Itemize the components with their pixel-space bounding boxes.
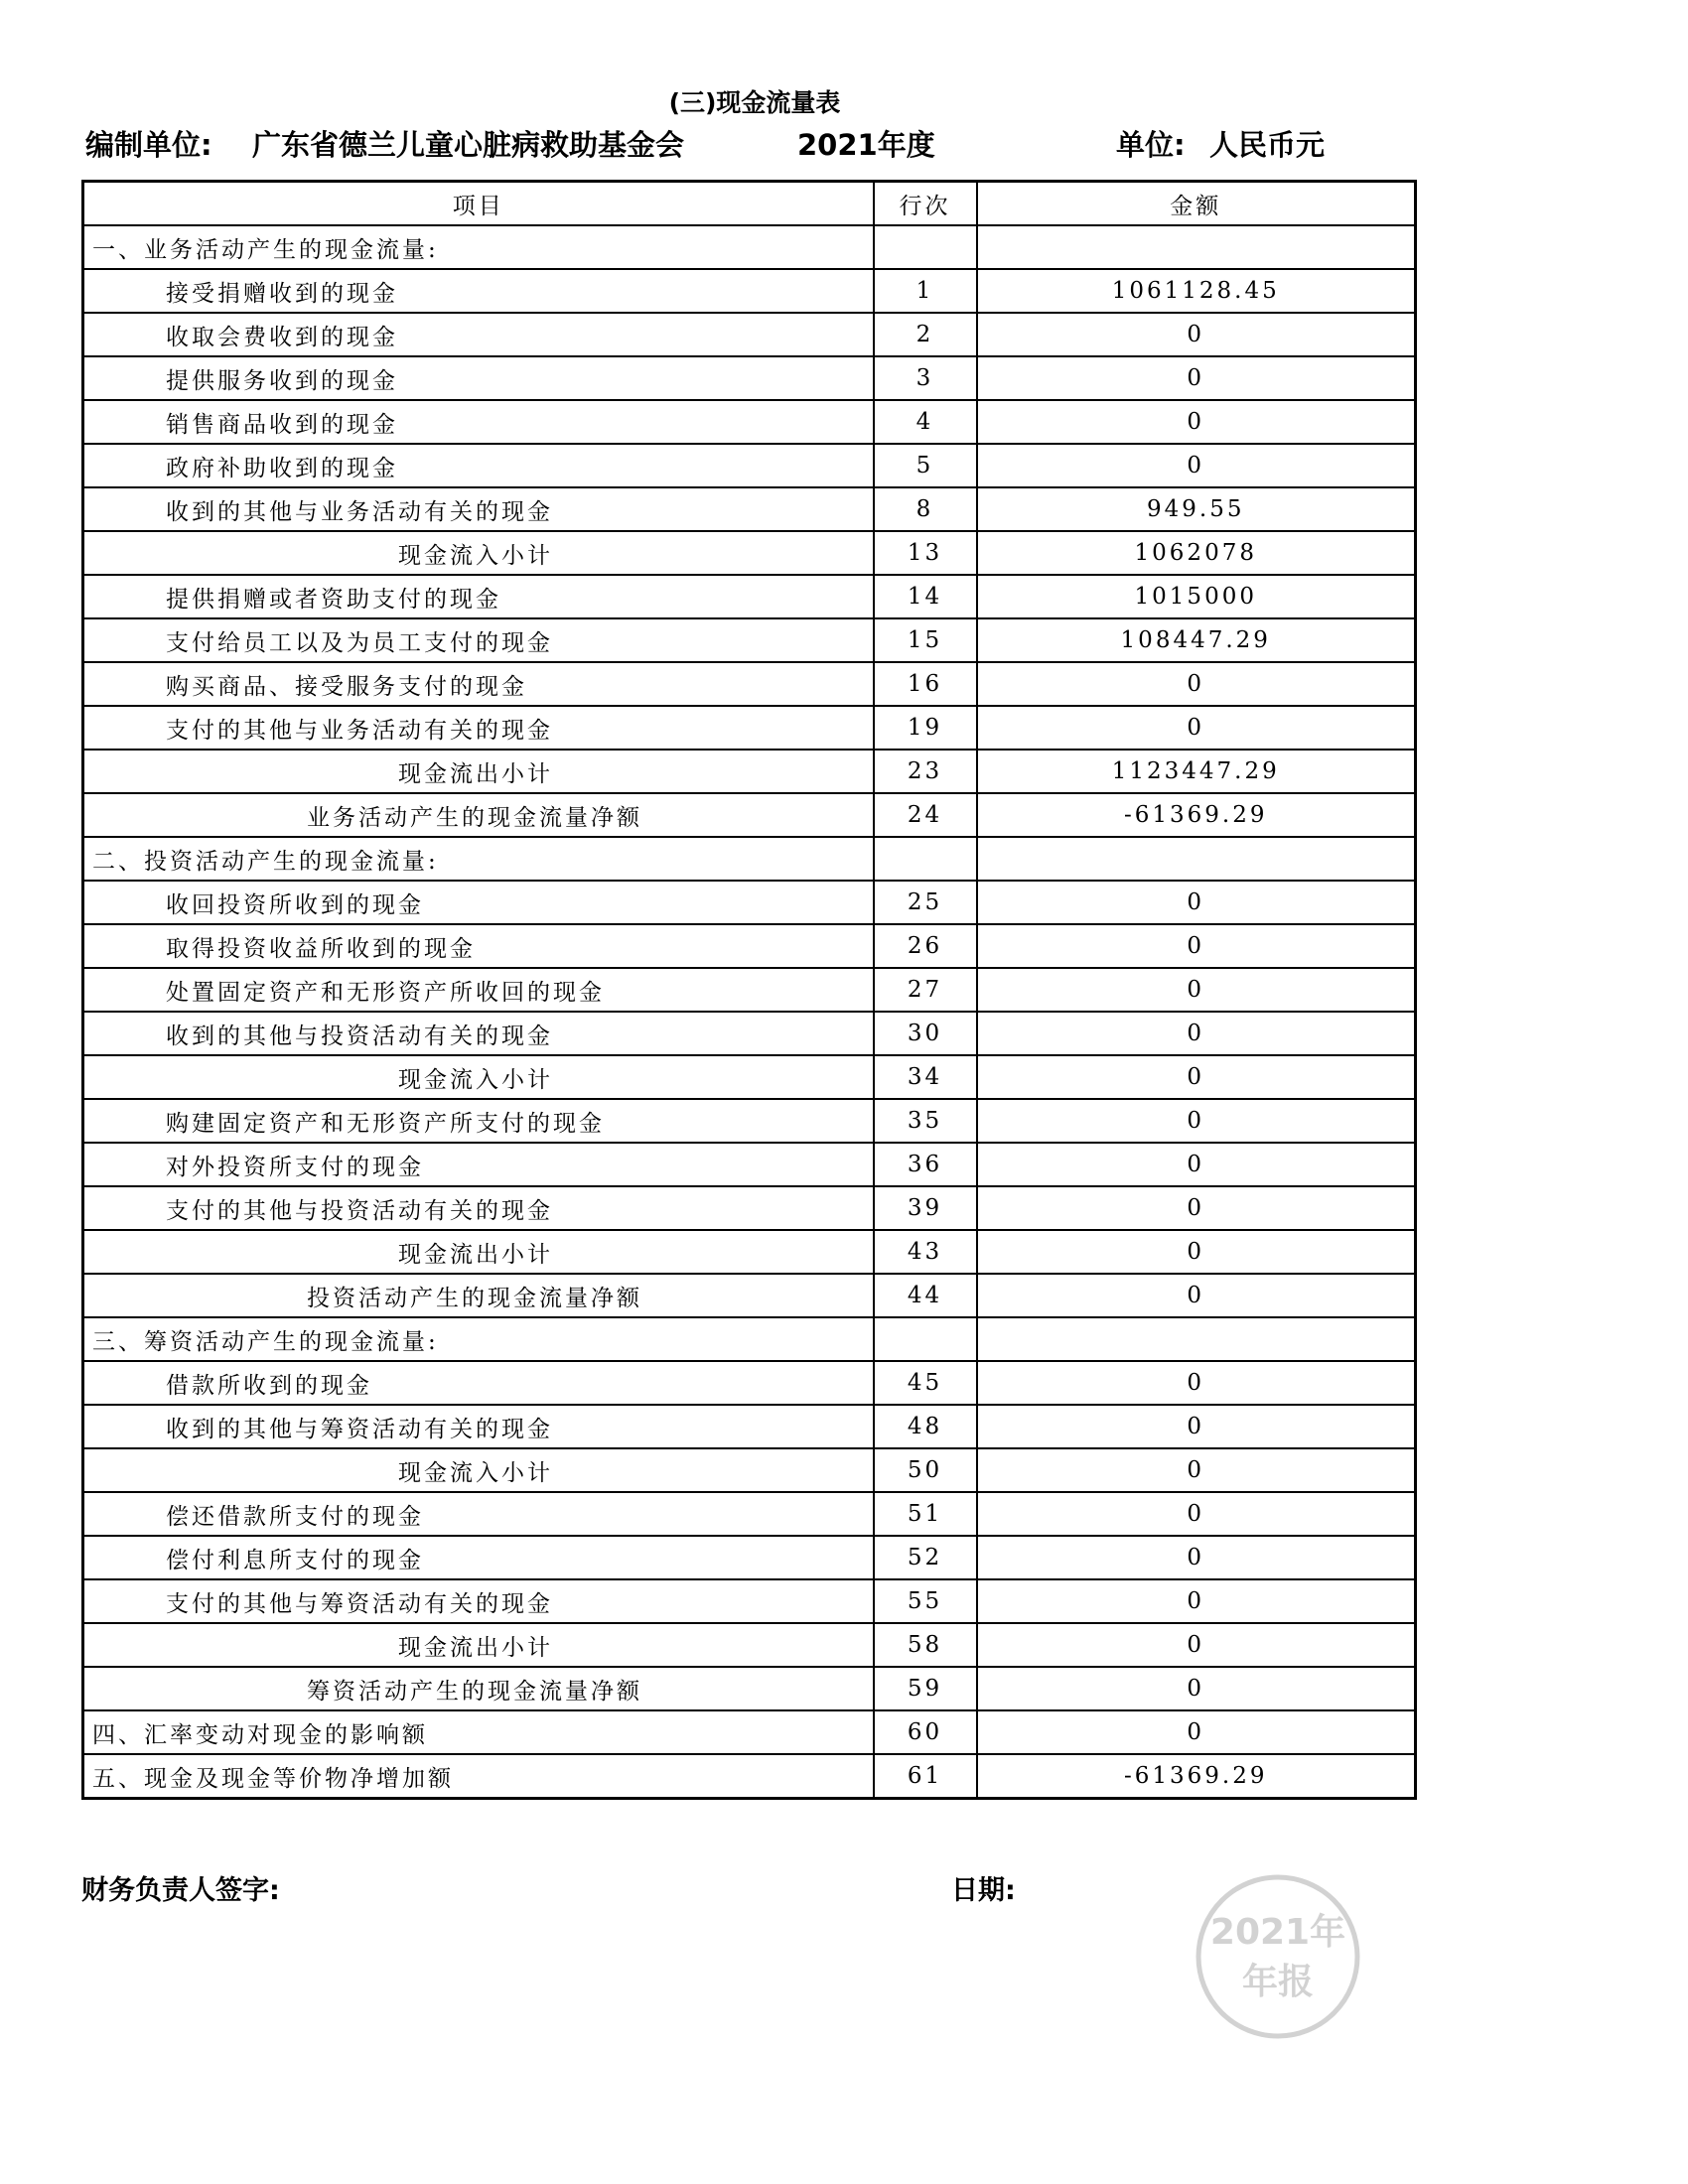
row-item: 现金流入小计 bbox=[83, 1448, 874, 1492]
stamp-ring bbox=[1198, 1877, 1357, 2036]
table-row bbox=[83, 1579, 1416, 1623]
org-name: 广东省德兰儿童心脏病救助基金会 bbox=[252, 128, 685, 162]
row-line-no: 48 bbox=[874, 1405, 977, 1448]
table-row bbox=[83, 575, 1416, 618]
row-line-no: 44 bbox=[874, 1274, 977, 1317]
row-item: 现金流出小计 bbox=[83, 1623, 874, 1667]
row-amount: 0 bbox=[977, 1405, 1416, 1448]
row-amount: 0 bbox=[977, 706, 1416, 750]
row-line-no: 19 bbox=[874, 706, 977, 750]
row-amount: 0 bbox=[977, 444, 1416, 487]
row-item: 取得投资收益所收到的现金 bbox=[83, 924, 874, 968]
row-amount: 0 bbox=[977, 1579, 1416, 1623]
row-item: 现金流出小计 bbox=[83, 1230, 874, 1274]
table-row bbox=[83, 1317, 1416, 1361]
table-row bbox=[83, 1536, 1416, 1579]
row-line-no: 25 bbox=[874, 881, 977, 924]
row-item: 三、筹资活动产生的现金流量: bbox=[83, 1317, 874, 1361]
row-line-no: 34 bbox=[874, 1055, 977, 1099]
row-item: 收到的其他与业务活动有关的现金 bbox=[83, 487, 874, 531]
row-line-no: 14 bbox=[874, 575, 977, 618]
row-amount bbox=[977, 1317, 1416, 1361]
row-line-no: 23 bbox=[874, 750, 977, 793]
row-line-no: 3 bbox=[874, 356, 977, 400]
row-item: 收到的其他与投资活动有关的现金 bbox=[83, 1012, 874, 1055]
row-amount: 0 bbox=[977, 881, 1416, 924]
table-row bbox=[83, 1186, 1416, 1230]
table-row bbox=[83, 837, 1416, 881]
table-row bbox=[83, 1055, 1416, 1099]
row-line-no: 51 bbox=[874, 1492, 977, 1536]
row-line-no: 55 bbox=[874, 1579, 977, 1623]
row-line-no bbox=[874, 1317, 977, 1361]
row-amount: 1123447.29 bbox=[977, 750, 1416, 793]
annual-report-stamp bbox=[1194, 1872, 1362, 2041]
row-amount: 1015000 bbox=[977, 575, 1416, 618]
row-item: 对外投资所支付的现金 bbox=[83, 1143, 874, 1186]
table-row bbox=[83, 1448, 1416, 1492]
date-label: 日期: bbox=[951, 1875, 1016, 1906]
row-line-no: 39 bbox=[874, 1186, 977, 1230]
row-item: 处置固定资产和无形资产所收回的现金 bbox=[83, 968, 874, 1012]
row-item: 收取会费收到的现金 bbox=[83, 313, 874, 356]
unit-value: 人民币元 bbox=[1209, 128, 1326, 162]
row-line-no: 60 bbox=[874, 1710, 977, 1754]
finance-signature-label: 财务负责人签字: bbox=[81, 1875, 280, 1906]
row-line-no: 50 bbox=[874, 1448, 977, 1492]
row-line-no: 61 bbox=[874, 1754, 977, 1799]
row-item: 投资活动产生的现金流量净额 bbox=[83, 1274, 874, 1317]
row-amount: 1062078 bbox=[977, 531, 1416, 575]
row-amount: 0 bbox=[977, 1492, 1416, 1536]
org-label: 编制单位: bbox=[85, 128, 212, 162]
table-row bbox=[83, 1710, 1416, 1754]
row-line-no: 2 bbox=[874, 313, 977, 356]
row-amount bbox=[977, 225, 1416, 269]
row-amount: 0 bbox=[977, 1055, 1416, 1099]
row-item: 筹资活动产生的现金流量净额 bbox=[83, 1667, 874, 1710]
table-row bbox=[83, 1012, 1416, 1055]
row-amount: 0 bbox=[977, 1274, 1416, 1317]
table-row bbox=[83, 706, 1416, 750]
row-item: 支付的其他与筹资活动有关的现金 bbox=[83, 1579, 874, 1623]
row-item: 提供服务收到的现金 bbox=[83, 356, 874, 400]
table-row bbox=[83, 1143, 1416, 1186]
table-row bbox=[83, 1492, 1416, 1536]
row-item: 借款所收到的现金 bbox=[83, 1361, 874, 1405]
row-line-no: 4 bbox=[874, 400, 977, 444]
stamp-line1: 2021年 bbox=[1209, 1912, 1346, 1953]
row-item: 收回投资所收到的现金 bbox=[83, 881, 874, 924]
table-row bbox=[83, 400, 1416, 444]
table-row bbox=[83, 1623, 1416, 1667]
row-amount: 1061128.45 bbox=[977, 269, 1416, 313]
table-header-row bbox=[83, 182, 1416, 226]
row-item: 现金流入小计 bbox=[83, 1055, 874, 1099]
row-line-no bbox=[874, 225, 977, 269]
table-row bbox=[83, 1274, 1416, 1317]
header-amount: 金额 bbox=[977, 182, 1416, 226]
stamp-line2: 年报 bbox=[1241, 1962, 1315, 2002]
row-amount: 0 bbox=[977, 1012, 1416, 1055]
table-row bbox=[83, 313, 1416, 356]
table-row bbox=[83, 269, 1416, 313]
row-line-no: 30 bbox=[874, 1012, 977, 1055]
cash-flow-table bbox=[81, 180, 1417, 1800]
row-item: 提供捐赠或者资助支付的现金 bbox=[83, 575, 874, 618]
row-line-no: 24 bbox=[874, 793, 977, 837]
row-amount: 0 bbox=[977, 924, 1416, 968]
row-line-no: 52 bbox=[874, 1536, 977, 1579]
row-line-no: 43 bbox=[874, 1230, 977, 1274]
row-line-no: 8 bbox=[874, 487, 977, 531]
row-amount: 0 bbox=[977, 1710, 1416, 1754]
row-amount: 108447.29 bbox=[977, 618, 1416, 662]
table-row bbox=[83, 662, 1416, 706]
report-year: 2021年度 bbox=[797, 128, 935, 162]
row-line-no: 45 bbox=[874, 1361, 977, 1405]
row-item: 偿还借款所支付的现金 bbox=[83, 1492, 874, 1536]
row-line-no: 36 bbox=[874, 1143, 977, 1186]
table-row bbox=[83, 1405, 1416, 1448]
table-row bbox=[83, 444, 1416, 487]
row-item: 一、业务活动产生的现金流量: bbox=[83, 225, 874, 269]
row-item: 业务活动产生的现金流量净额 bbox=[83, 793, 874, 837]
row-item: 销售商品收到的现金 bbox=[83, 400, 874, 444]
row-item: 现金流入小计 bbox=[83, 531, 874, 575]
row-item: 五、现金及现金等价物净增加额 bbox=[83, 1754, 874, 1799]
report-title: (三)现金流量表 bbox=[668, 88, 841, 117]
row-item: 接受捐赠收到的现金 bbox=[83, 269, 874, 313]
table-row bbox=[83, 1230, 1416, 1274]
table-row bbox=[83, 1099, 1416, 1143]
row-line-no: 1 bbox=[874, 269, 977, 313]
row-item: 偿付利息所支付的现金 bbox=[83, 1536, 874, 1579]
row-line-no bbox=[874, 837, 977, 881]
table-row bbox=[83, 618, 1416, 662]
table-row bbox=[83, 356, 1416, 400]
row-amount: 0 bbox=[977, 1143, 1416, 1186]
row-amount: 0 bbox=[977, 1230, 1416, 1274]
row-item: 购建固定资产和无形资产所支付的现金 bbox=[83, 1099, 874, 1143]
row-amount: -61369.29 bbox=[977, 793, 1416, 837]
table-row bbox=[83, 968, 1416, 1012]
table-row bbox=[83, 531, 1416, 575]
table-row bbox=[83, 487, 1416, 531]
row-item: 四、汇率变动对现金的影响额 bbox=[83, 1710, 874, 1754]
row-amount: 0 bbox=[977, 968, 1416, 1012]
row-line-no: 15 bbox=[874, 618, 977, 662]
row-amount: 0 bbox=[977, 1536, 1416, 1579]
row-line-no: 59 bbox=[874, 1667, 977, 1710]
row-item: 政府补助收到的现金 bbox=[83, 444, 874, 487]
row-amount: 0 bbox=[977, 1099, 1416, 1143]
row-line-no: 26 bbox=[874, 924, 977, 968]
row-item: 收到的其他与筹资活动有关的现金 bbox=[83, 1405, 874, 1448]
row-amount: 0 bbox=[977, 356, 1416, 400]
table-row bbox=[83, 924, 1416, 968]
row-item: 支付的其他与业务活动有关的现金 bbox=[83, 706, 874, 750]
row-line-no: 13 bbox=[874, 531, 977, 575]
row-amount: 0 bbox=[977, 1623, 1416, 1667]
header-line-no: 行次 bbox=[874, 182, 977, 226]
row-item: 现金流出小计 bbox=[83, 750, 874, 793]
row-amount: 0 bbox=[977, 1667, 1416, 1710]
table-row bbox=[83, 881, 1416, 924]
table-row bbox=[83, 1361, 1416, 1405]
row-amount: 0 bbox=[977, 1186, 1416, 1230]
row-amount: 949.55 bbox=[977, 487, 1416, 531]
row-line-no: 35 bbox=[874, 1099, 977, 1143]
table-row bbox=[83, 793, 1416, 837]
row-line-no: 27 bbox=[874, 968, 977, 1012]
unit-label: 单位: bbox=[1116, 128, 1186, 162]
row-amount: 0 bbox=[977, 1361, 1416, 1405]
row-amount: 0 bbox=[977, 313, 1416, 356]
row-item: 购买商品、接受服务支付的现金 bbox=[83, 662, 874, 706]
table-row bbox=[83, 1754, 1416, 1799]
row-item: 支付给员工以及为员工支付的现金 bbox=[83, 618, 874, 662]
row-line-no: 58 bbox=[874, 1623, 977, 1667]
row-amount: -61369.29 bbox=[977, 1754, 1416, 1799]
row-amount bbox=[977, 837, 1416, 881]
row-line-no: 16 bbox=[874, 662, 977, 706]
row-line-no: 5 bbox=[874, 444, 977, 487]
row-amount: 0 bbox=[977, 1448, 1416, 1492]
row-amount: 0 bbox=[977, 400, 1416, 444]
row-amount: 0 bbox=[977, 662, 1416, 706]
row-item: 二、投资活动产生的现金流量: bbox=[83, 837, 874, 881]
table-row bbox=[83, 1667, 1416, 1710]
header-item: 项目 bbox=[83, 182, 874, 226]
row-item: 支付的其他与投资活动有关的现金 bbox=[83, 1186, 874, 1230]
table-row bbox=[83, 750, 1416, 793]
table-row bbox=[83, 225, 1416, 269]
